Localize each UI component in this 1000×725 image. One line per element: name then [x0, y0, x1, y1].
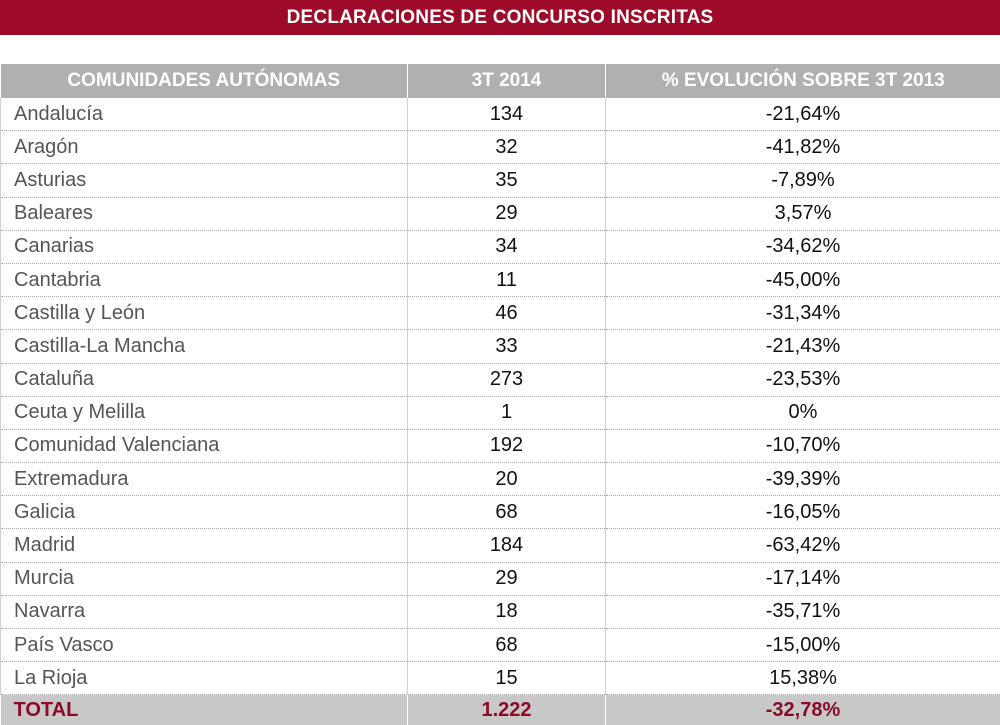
- table-row: [1, 230, 1000, 263]
- table-row: [1, 363, 1000, 396]
- count-cell: 1: [408, 396, 606, 429]
- table-row: [1, 197, 1000, 230]
- count-cell: 184: [408, 529, 606, 562]
- region-cell: Murcia: [1, 562, 408, 595]
- count-cell: 29: [408, 197, 606, 230]
- page-title: DECLARACIONES DE CONCURSO INSCRITAS: [287, 7, 714, 29]
- column-header-3t-2014: 3T 2014: [408, 64, 606, 98]
- table-row: [1, 396, 1000, 429]
- total-evolution-cell: -32,78%: [606, 695, 1000, 725]
- count-cell: 32: [408, 131, 606, 164]
- region-cell: Asturias: [1, 164, 408, 197]
- total-count-cell: 1.222: [408, 695, 606, 725]
- evolution-cell: -23,53%: [606, 363, 1000, 396]
- evolution-cell: -41,82%: [606, 131, 1000, 164]
- table-row: [1, 330, 1000, 363]
- table-row: [1, 98, 1000, 131]
- count-cell: 11: [408, 263, 606, 296]
- data-table: [0, 64, 1000, 725]
- count-cell: 273: [408, 363, 606, 396]
- count-cell: 68: [408, 496, 606, 529]
- evolution-cell: -16,05%: [606, 496, 1000, 529]
- table-row: [1, 629, 1000, 662]
- region-cell: Navarra: [1, 595, 408, 628]
- evolution-cell: -15,00%: [606, 629, 1000, 662]
- evolution-cell: -21,64%: [606, 98, 1000, 131]
- region-cell: Cantabria: [1, 263, 408, 296]
- evolution-cell: -34,62%: [606, 230, 1000, 263]
- total-row: [1, 695, 1000, 725]
- region-cell: Castilla y León: [1, 297, 408, 330]
- region-cell: Baleares: [1, 197, 408, 230]
- region-cell: Galicia: [1, 496, 408, 529]
- region-cell: Aragón: [1, 131, 408, 164]
- region-cell: La Rioja: [1, 662, 408, 695]
- table-row: [1, 297, 1000, 330]
- count-cell: 15: [408, 662, 606, 695]
- evolution-cell: 15,38%: [606, 662, 1000, 695]
- count-cell: 192: [408, 429, 606, 462]
- region-cell: Ceuta y Melilla: [1, 396, 408, 429]
- page-title-bar: [0, 0, 1000, 35]
- table-row: [1, 164, 1000, 197]
- table-row: [1, 662, 1000, 695]
- region-cell: Canarias: [1, 230, 408, 263]
- evolution-cell: -63,42%: [606, 529, 1000, 562]
- evolution-cell: 3,57%: [606, 197, 1000, 230]
- table-row: [1, 562, 1000, 595]
- table-header-row: [1, 64, 1000, 98]
- count-cell: 33: [408, 330, 606, 363]
- region-cell: Cataluña: [1, 363, 408, 396]
- region-cell: País Vasco: [1, 629, 408, 662]
- region-cell: Madrid: [1, 529, 408, 562]
- evolution-cell: -35,71%: [606, 595, 1000, 628]
- evolution-cell: -39,39%: [606, 463, 1000, 496]
- evolution-cell: 0%: [606, 396, 1000, 429]
- count-cell: 20: [408, 463, 606, 496]
- count-cell: 29: [408, 562, 606, 595]
- table-row: [1, 131, 1000, 164]
- table-row: [1, 263, 1000, 296]
- table-row: [1, 463, 1000, 496]
- region-cell: Comunidad Valenciana: [1, 429, 408, 462]
- count-cell: 18: [408, 595, 606, 628]
- total-label-cell: TOTAL: [1, 695, 408, 725]
- table-row: [1, 529, 1000, 562]
- column-header-region: COMUNIDADES AUTÓNOMAS: [1, 64, 408, 98]
- column-header-evolution: % EVOLUCIÓN SOBRE 3T 2013: [606, 64, 1000, 98]
- region-cell: Andalucía: [1, 98, 408, 131]
- table-row: [1, 595, 1000, 628]
- count-cell: 46: [408, 297, 606, 330]
- count-cell: 68: [408, 629, 606, 662]
- evolution-cell: -45,00%: [606, 263, 1000, 296]
- evolution-cell: -31,34%: [606, 297, 1000, 330]
- region-cell: Castilla-La Mancha: [1, 330, 408, 363]
- evolution-cell: -10,70%: [606, 429, 1000, 462]
- table-body: [1, 98, 1000, 725]
- table-row: [1, 496, 1000, 529]
- evolution-cell: -21,43%: [606, 330, 1000, 363]
- evolution-cell: -7,89%: [606, 164, 1000, 197]
- evolution-cell: -17,14%: [606, 562, 1000, 595]
- region-cell: Extremadura: [1, 463, 408, 496]
- count-cell: 34: [408, 230, 606, 263]
- table-row: [1, 429, 1000, 462]
- count-cell: 35: [408, 164, 606, 197]
- count-cell: 134: [408, 98, 606, 131]
